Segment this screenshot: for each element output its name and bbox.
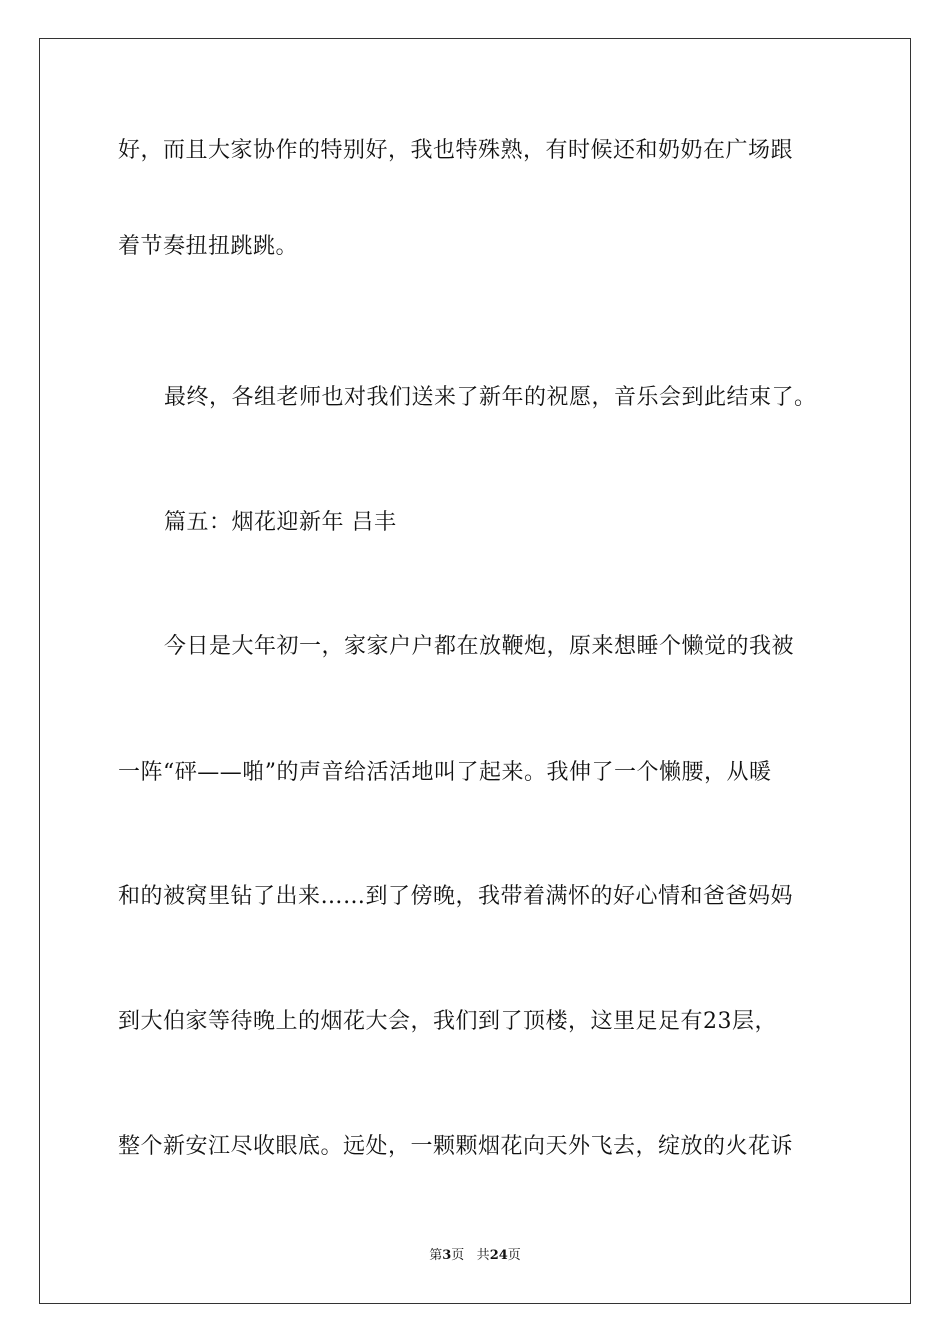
page-footer <box>0 1248 950 1264</box>
text-line-6: 一阵“砰——啪”的声音给活活地叫了起来。我伸了一个懒腰，从暖 <box>118 760 772 785</box>
page-border <box>39 38 911 1304</box>
total-suffix: 页 <box>507 1248 521 1263</box>
total-prefix: 共 <box>476 1248 490 1263</box>
page-suffix: 页 <box>451 1248 465 1263</box>
page-prefix: 第 <box>429 1248 443 1263</box>
text-line-3: 最终，各组老师也对我们送来了新年的祝愿，音乐会到此结束了。 <box>164 385 817 410</box>
text-line-5: 今日是大年初一，家家户户都在放鞭炮，原来想睡个懒觉的我被 <box>164 634 795 659</box>
text-line-8: 到大伯家等待晚上的烟花大会，我们到了顶楼，这里足足有23层， <box>118 1009 777 1034</box>
total-page-count: 24 <box>489 1248 508 1263</box>
current-page-number: 3 <box>442 1248 452 1263</box>
text-line-7: 和的被窝里钻了出来……到了傍晚，我带着满怀的好心情和爸爸妈妈 <box>118 884 794 909</box>
text-line-9: 整个新安江尽收眼底。远处，一颗颗烟花向天外飞去，绽放的火花诉 <box>118 1134 794 1159</box>
section-heading: 篇五：烟花迎新年 吕丰 <box>164 510 397 535</box>
text-line-2: 着节奏扭扭跳跳。 <box>118 234 299 259</box>
text-line-1: 好，而且大家协作的特别好，我也特殊熟，有时候还和奶奶在广场跟 <box>118 138 794 163</box>
